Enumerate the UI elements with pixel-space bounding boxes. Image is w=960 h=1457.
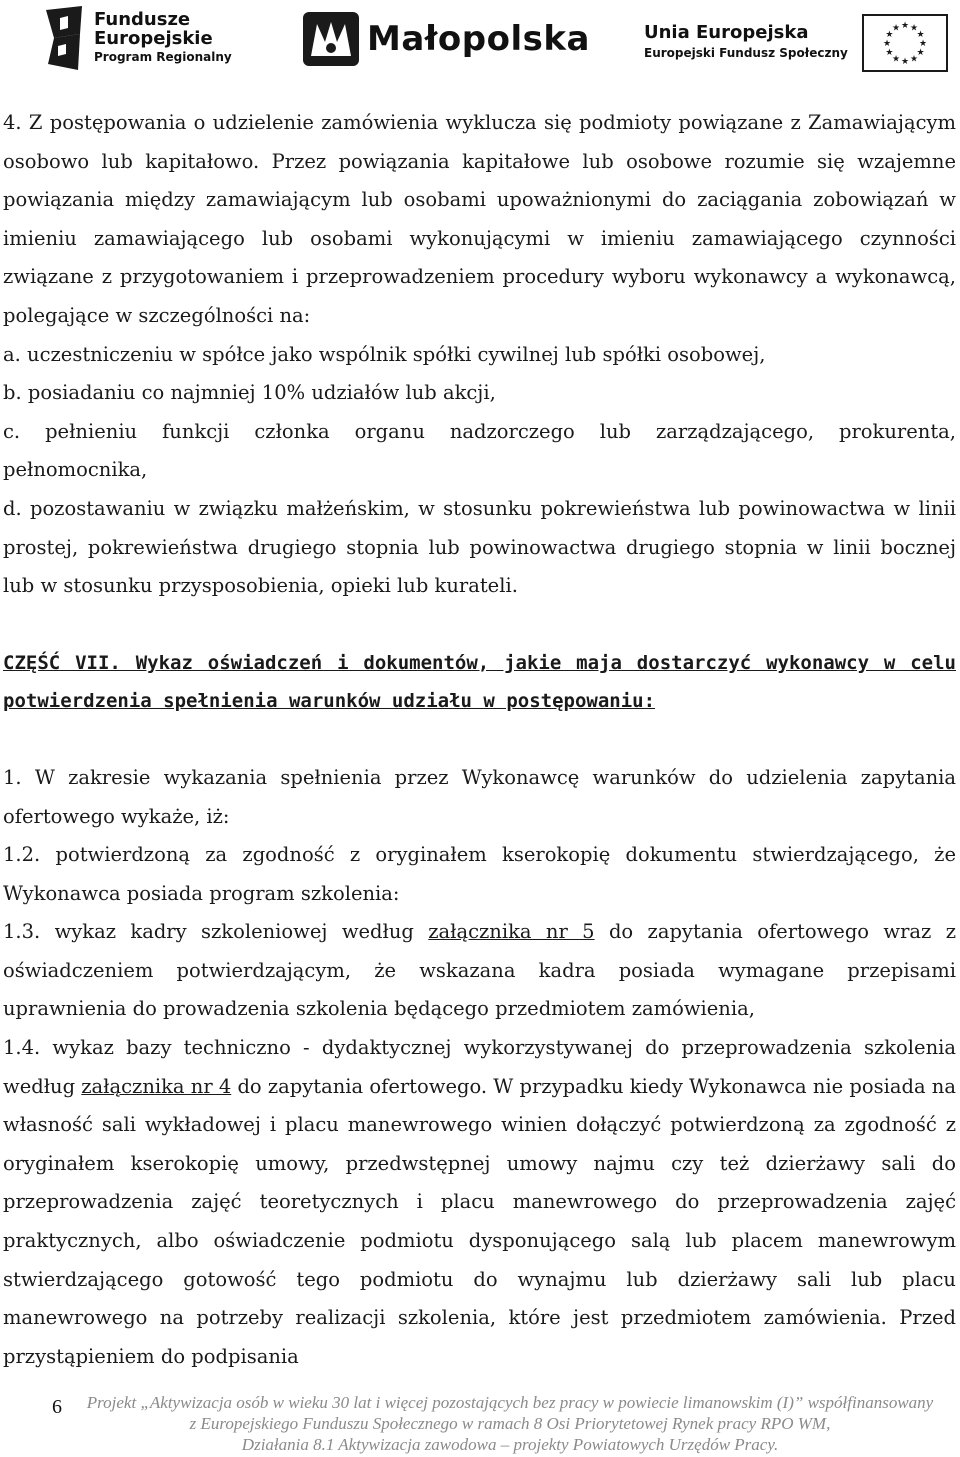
section-heading: CZĘŚĆ VII. Wykaz oświadczeń i dokumentów, jakie maja dostarczyć wykonawcy w celu potwierdzenia spełnienia warunków udziału w postępowaniu:: [3, 651, 956, 713]
footer-line-3: Działania 8.1 Aktywizacja zawodowa – projekty Powiatowych Urzędów Pracy.: [241, 1435, 779, 1454]
list-item-c: c. pełnieniu funkcji członka organu nadzorczego lub zarządzającego, prokurenta, pełnomocnika,: [3, 419, 956, 482]
malopolska-logo-text: Małopolska: [367, 19, 590, 59]
paragraph-1-4: [3, 1029, 956, 1376]
p14-text-before: 1.4. wykaz bazy techniczno - dydaktycznej wykorzystywanej do przeprowadzenia szkolenia według: [3, 1036, 956, 1098]
list-item-a: a. uczestniczeniu w spółce jako wspólnik spółki cywilnej lub spółki osobowej,: [3, 342, 766, 366]
document-body: [3, 104, 956, 1376]
eu-star-icon: ★: [909, 23, 918, 34]
list-item-d: d. pozostawaniu w związku małżeńskim, w stosunku pokrewieństwa lub powinowactwa w linii prostej, pokrewieństwa drugiego stopnia lub powinowactwa drugiego stopnia w linii bocznej lub w stosunku przysposobienia, opieki lub kurateli.: [3, 496, 956, 598]
eu-star-icon: ★: [916, 48, 925, 58]
footer-line-2: z Europejskiego Funduszu Społecznego w ramach 8 Osi Priorytetowej Rynek pracy RPO WM,: [189, 1414, 831, 1433]
p14-text-after: do zapytania ofertowego. W przypadku kiedy Wykonawca nie posiada na własność sali wykładowej i placu manewrowego winien dołączyć potwierdzoną za zgodność z oryginałem kserokopię umowy, przedwstępnej umowy najmu czy też dzierżawy sali do przeprowadzenia zajęć teoretycznych i placu manewrowego do przeprowadzenia zajęć praktycznych, albo oświadczenie podmiotu dysponującego salą lub placem manewrowym stwierdzającego gotowość tego podmiotu do wynajmu lub dzierżawy sali lub placu manewrowego na potrzeby realizacji szkolenia, które jest przedmiotem zamówienia. Przed przystąpieniem do podpisania: [3, 1074, 956, 1368]
unia-europejska-logo: [644, 14, 948, 72]
paragraph-1-2: 1.2. potwierdzoną za zgodność z oryginałem kserokopię dokumentu stwierdzającego, że Wykonawca posiada program szkolenia:: [3, 843, 956, 905]
page-number: 6: [52, 1396, 62, 1418]
eu-star-icon: ★: [918, 39, 927, 49]
p13-text-after: do zapytania ofertowego wraz z oświadczeniem potwierdzającym, że wskazana kadra posiada wymagane przepisami uprawnienia do prowadzenia szkolenia będącego przedmiotem zamówienia,: [3, 920, 956, 1021]
ue-logo-line2: Europejski Fundusz Społeczny: [644, 46, 848, 60]
list-item-b: b. posiadaniu co najmniej 10% udziałów lub akcji,: [3, 381, 496, 405]
attachment-5-link[interactable]: załącznika nr 5: [428, 920, 595, 944]
paragraph-1: 1. W zakresie wykazania spełnienia przez Wykonawcę warunków do udzielenia zapytania ofertowego wykaże, iż:: [3, 765, 956, 828]
eu-star-icon: ★: [900, 21, 909, 31]
eu-star-icon: ★: [909, 54, 918, 65]
attachment-4-link[interactable]: załącznika nr 4: [81, 1074, 232, 1098]
fe-logo-line1: Fundusze: [94, 8, 191, 30]
paragraph-1-3: [3, 913, 956, 1029]
fe-logo-line2: Europejskie: [94, 27, 213, 49]
footer-line-1: Projekt „Aktywizacja osób w wieku 30 lat i więcej pozostających bez pracy w powiecie limanowskim (I)” współfinansowany: [86, 1393, 934, 1412]
eu-star-icon: ★: [882, 39, 891, 49]
fe-logo-line3: Program Regionalny: [94, 49, 232, 64]
p13-text-before: 1.3. wykaz kadry szkoleniowej według: [3, 920, 429, 944]
fe-logo-icon: [44, 4, 84, 72]
eu-flag-icon: [862, 14, 948, 72]
page-footer: [0, 1392, 960, 1457]
malopolska-emblem-icon: [303, 12, 359, 66]
eu-star-icon: ★: [885, 48, 894, 58]
ue-logo-line1: Unia Europejska: [644, 22, 809, 43]
eu-star-icon: ★: [900, 57, 909, 67]
malopolska-logo: [303, 12, 590, 66]
paragraph-4: 4. Z postępowania o udzielenie zamówienia wyklucza się podmioty powiązane z Zamawiającym osobowo lub kapitałowo. Przez powiązania kapitałowe lub osobowe rozumie się wzajemne powiązania między zamawiającym lub osobami upoważnionymi do zaciągania zobowiązań w imieniu zamawiającego lub osobami wykonującymi w imieniu zamawiającego czynności związane z przygotowaniem i przeprowadzeniem procedury wyboru wykonawcy a wykonawcą, polegające w szczególności na:: [3, 111, 956, 327]
eu-star-icon: ★: [916, 30, 925, 40]
fundusze-europejskie-logo: [44, 4, 232, 72]
eu-star-icon: ★: [891, 54, 900, 65]
eu-star-icon: ★: [891, 23, 900, 34]
footer-project-info: [60, 1392, 960, 1455]
eu-star-icon: ★: [885, 30, 894, 40]
page-header: [0, 0, 960, 90]
